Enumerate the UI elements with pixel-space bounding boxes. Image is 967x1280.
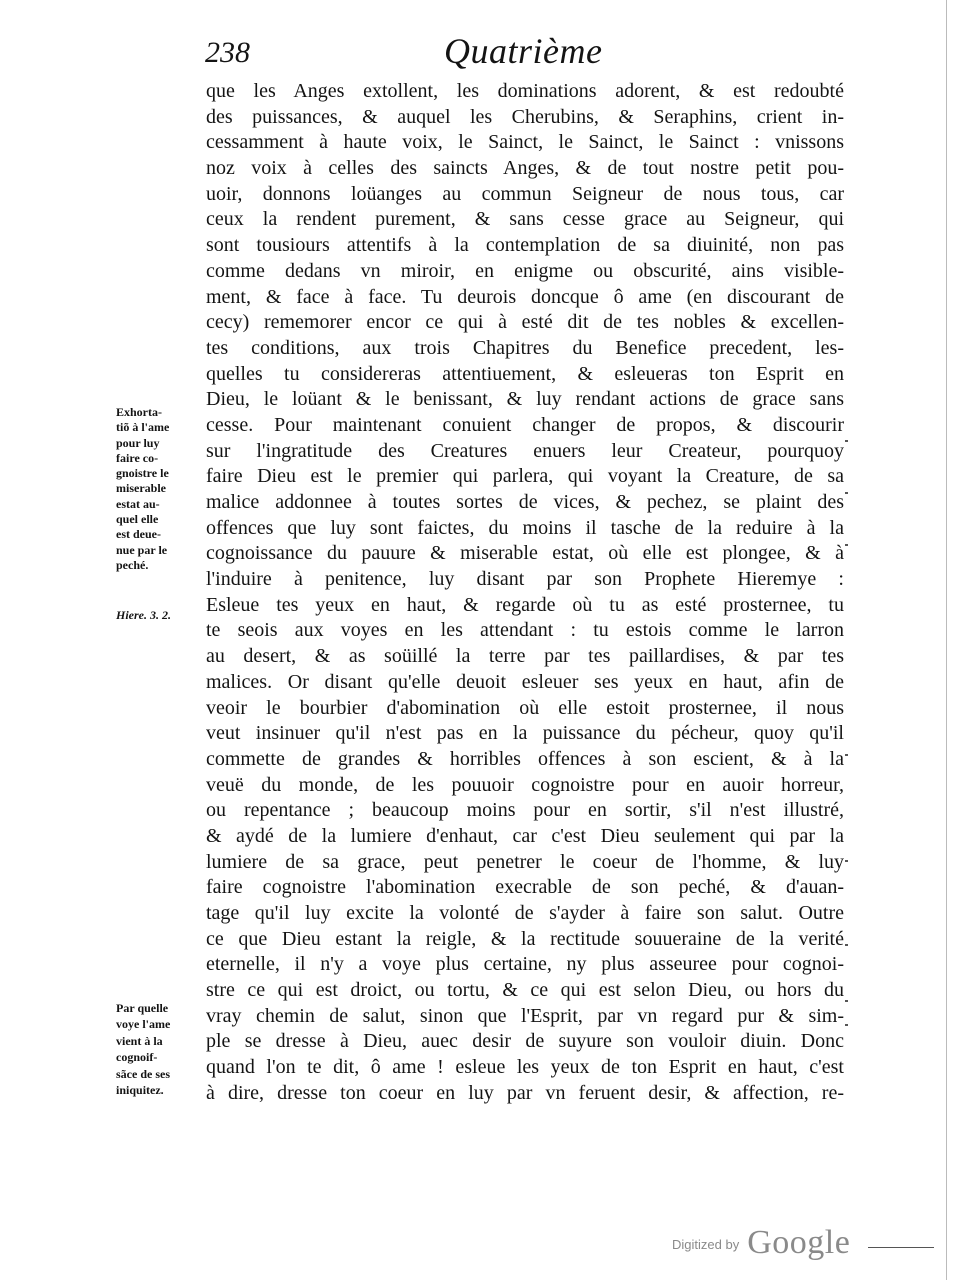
margin-note-line: iniquitez. — [116, 1083, 164, 1098]
margin-note-line: pour luy — [116, 435, 160, 450]
text-line: ou repentance ; beaucoup moins pour en sortir, s'il n'est illustré, — [206, 799, 844, 822]
text-line: cessamment à haute voix, le Sainct, le Sainct, le Sainct : vnissons — [206, 131, 844, 154]
margin-note-line: cognoif- — [116, 1050, 158, 1065]
text-line: sont tousiours attentifs à la contemplation de sa diuinité, non pas — [206, 234, 844, 257]
text-line: au desert, & as soüillé la terre par tes paillardises, & par tes — [206, 645, 844, 668]
margin-note-exhortation — [116, 405, 202, 573]
scan-mark — [845, 544, 848, 546]
text-line: Esleue tes yeux en haut, & regarde où tu as esté prosternee, tu — [206, 593, 844, 616]
text-line: commette de grandes & horribles offences à son escient, & à la — [206, 747, 844, 770]
scan-mark — [845, 492, 848, 494]
text-line: te seois aux voyes en les attendant : tu estois comme le larron — [206, 619, 844, 642]
text-line: eternelle, il n'y a voye plus certaine, ny plus asseuree pour cognoi- — [206, 953, 844, 976]
text-line: malice addonnee à toutes sortes de vices, & pechez, se plaint des — [206, 491, 844, 513]
digitized-watermark — [672, 1220, 851, 1261]
scan-mark — [845, 440, 848, 442]
footer-rule — [868, 1247, 934, 1248]
text-line: ple se dresse à Dieu, auec desir de suyure son vouloir diuin. Donc — [206, 1030, 844, 1053]
text-line: tes conditions, aux trois Chapitres du Benefice precedent, les- — [206, 336, 844, 359]
text-line: ceux la rendent purement, & sans cesse grace au Seigneur, qui — [206, 208, 844, 231]
text-line: ce que Dieu estant la reigle, & la rectitude souueraine de la verité — [206, 927, 844, 950]
text-line: Dieu, le loüant & le benissant, & luy rendant actions de grace sans — [206, 388, 844, 411]
text-line: offences que luy sont faictes, du moins il tasche de la reduire à la — [206, 516, 844, 539]
text-line: à dire, dresse ton coeur en luy par vn feruent desir, & affection, re- — [206, 1081, 844, 1104]
margin-note-line: nue par le — [116, 542, 168, 557]
text-line: lumiere de sa grace, peut penetrer le coeur de l'homme, & luy — [206, 850, 844, 873]
scan-mark — [845, 1000, 848, 1002]
margin-note-line: Exhorta- — [116, 405, 162, 419]
text-line: cesse. Pour maintenant conuient changer de propos, & discourir — [206, 413, 844, 436]
text-line: veoir le bourbier d'abomination où elle estoit prosternee, il nous — [206, 696, 844, 719]
margin-note-line: tiõ à l'ame — [116, 420, 170, 435]
digitized-by-label: Digitized by — [672, 1237, 740, 1252]
scan-mark — [845, 1024, 848, 1026]
text-line: stre ce qui est droict, ou tortu, & ce qui est selon Dieu, ou hors du — [206, 979, 844, 1002]
margin-note-line: gnoistre le — [116, 466, 169, 481]
margin-note-line: sãce de ses — [116, 1066, 170, 1081]
margin-note-line: vient à la — [116, 1033, 163, 1048]
text-line: comme dedans vn miroir, en enigme ou obscurité, ains visible- — [206, 259, 844, 282]
margin-note-line: est deue- — [116, 527, 161, 542]
text-line: malices. Or disant qu'elle deuoit esleuer ses yeux en haut, afin de — [206, 670, 844, 693]
margin-reference: Hiere. 3. 2. — [116, 608, 171, 622]
text-line: & aydé de la lumiere d'enhaut, car c'est Dieu seulement qui par la — [206, 824, 844, 847]
text-line: quelles tu considereras attentiuement, & esleueras ton Esprit en — [206, 362, 844, 385]
text-line: que les Anges extollent, les dominations adorent, & est redoubté — [206, 80, 844, 102]
margin-note-line: Par quelle — [116, 1001, 169, 1015]
text-line: des puissances, & auquel les Cherubins, & Seraphins, crient in- — [206, 105, 844, 128]
text-line: vray chemin de salut, sinon que l'Esprit, par vn regard pur & sim- — [206, 1004, 844, 1027]
scan-mark — [845, 754, 848, 756]
text-line: faire cognoistre l'abomination execrable de son peché, & d'auan- — [206, 876, 844, 899]
text-line: uoir, donnons loüanges au commun Seigneur de nous tous, car — [206, 182, 844, 205]
google-logo: Google — [747, 1224, 851, 1261]
text-line: l'induire à penitence, luy disant par son Prophete Hieremye : — [206, 568, 844, 591]
text-line: tage qu'il luy excite la volonté de s'ayder à faire son salut. Outre — [206, 902, 844, 924]
text-line: faire Dieu est le premier qui parlera, qui voyant la Creature, de sa — [206, 465, 844, 488]
text-line: cognoissance du pauure & miserable estat, où elle est plongee, & à — [206, 542, 844, 565]
margin-note-line: quel elle — [116, 512, 159, 527]
scan-mark — [845, 944, 848, 946]
margin-note-line: peché. — [116, 557, 149, 572]
text-line: quand l'on te dit, ô ame ! esleue les yeux de ton Esprit en haut, c'est — [206, 1056, 844, 1079]
text-line: sur l'ingratitude des Creatures enuers leur Createur, pourquoy — [206, 439, 844, 462]
page-number: 238 — [205, 36, 250, 69]
running-head: Quatrième — [444, 31, 603, 71]
margin-note-line: miserable — [116, 481, 166, 496]
text-line: veut insinuer qu'il n'est pas en la puissance du pécheur, quoy qu'il — [206, 722, 844, 745]
text-line: ment, & face à face. Tu deurois doncque ô ame (en discourant de — [206, 285, 844, 308]
margin-note-line: estat au- — [116, 496, 160, 511]
scan-mark — [845, 860, 848, 862]
margin-note-par-quelle — [116, 1000, 202, 1098]
text-line: noz voix à celles des saincts Anges, & de tout nostre petit pou- — [206, 157, 844, 180]
page-edge-rule — [946, 0, 947, 1280]
margin-note-line: faire co- — [116, 450, 159, 465]
text-line: cecy) rememorer encor ce qui à esté dit de tes nobles & excellen- — [206, 311, 844, 334]
margin-note-line: voye l'ame — [116, 1017, 171, 1032]
edge-marks — [845, 440, 859, 1080]
text-line: veuë du monde, de les pouuoir cognoistre pour en auoir horreur, — [206, 773, 844, 796]
body-text — [206, 79, 844, 1107]
